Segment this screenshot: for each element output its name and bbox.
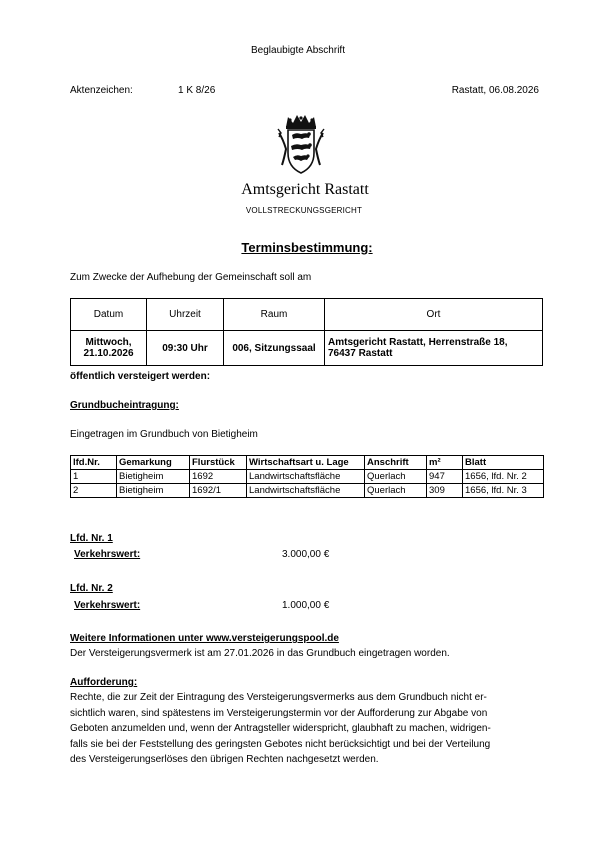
appointment-row: [71, 331, 543, 366]
cell: Landwirtschaftsfläche: [247, 470, 365, 484]
baden-wuerttemberg-coat-of-arms-icon: [276, 113, 326, 175]
col-area: m²: [427, 456, 463, 470]
col-gemarkung: Gemarkung: [117, 456, 190, 470]
appointment-place: [325, 331, 543, 366]
request-line: Rechte, die zur Zeit der Eintragung des Versteigerungsvermerks aus dem Grundbuch nicht er-: [70, 692, 487, 703]
table-row: [71, 470, 544, 484]
info-heading: Weitere Informationen unter www.versteigerungspool.de: [70, 633, 339, 644]
intro-text: Zum Zwecke der Aufhebung der Gemeinschaft soll am: [70, 272, 312, 283]
date-weekday: Mittwoch,: [85, 337, 132, 348]
cell: Bietigheim: [117, 484, 190, 498]
header-time: Uhrzeit: [147, 299, 224, 331]
header-room: Raum: [224, 299, 325, 331]
cell: Bietigheim: [117, 470, 190, 484]
table-row: [71, 484, 544, 498]
request-heading: Aufforderung:: [70, 677, 138, 688]
cell: 1656, lfd. Nr. 2: [463, 470, 544, 484]
cell: Querlach: [365, 470, 427, 484]
place-street: Amtsgericht Rastatt, Herrenstraße 18,: [328, 337, 508, 348]
request-line: sichtlich waren, sind spätestens im Versteigerungstermin vor der Aufforderung zur Abgabe von: [70, 707, 488, 719]
col-wirtschaftsart: Wirtschaftsart u. Lage: [247, 456, 365, 470]
valuation-2-value: 1.000,00 €: [282, 600, 330, 611]
cell: Landwirtschaftsfläche: [247, 484, 365, 498]
cell: 1656, lfd. Nr. 3: [463, 484, 544, 498]
request-body: [70, 690, 545, 768]
cell: Querlach: [365, 484, 427, 498]
date-value: 21.10.2026: [83, 348, 134, 359]
appointment-time: 09:30 Uhr: [147, 331, 224, 366]
valuation-1-label: Lfd. Nr. 1: [70, 533, 113, 544]
court-name: Amtsgericht Rastatt: [241, 181, 369, 198]
cell: 1692/1: [190, 484, 247, 498]
land-register-intro: Eingetragen im Grundbuch von Bietigheim: [70, 429, 258, 440]
land-register-heading: Grundbucheintragung:: [70, 400, 179, 411]
file-reference-label: Aktenzeichen:: [70, 85, 133, 96]
cell: 947: [427, 470, 463, 484]
land-register-table: [70, 455, 544, 498]
copy-note: Beglaubigte Abschrift: [251, 45, 345, 56]
file-reference-value: 1 K 8/26: [178, 85, 216, 96]
place-date: Rastatt, 06.08.2026: [451, 85, 539, 96]
info-text: Der Versteigerungsvermerk ist am 27.01.2026 in das Grundbuch eingetragen worden.: [70, 648, 450, 659]
appointment-table: [70, 298, 543, 366]
col-anschrift: Anschrift: [365, 456, 427, 470]
land-register-header-row: [71, 456, 544, 470]
col-blatt: Blatt: [463, 456, 544, 470]
auction-statement: öffentlich versteigert werden:: [70, 371, 211, 382]
cell: 1: [71, 470, 117, 484]
cell: 1692: [190, 470, 247, 484]
appointment-date: [71, 331, 147, 366]
valuation-1-value: 3.000,00 €: [282, 549, 330, 560]
document-title: Terminsbestimmung:: [241, 240, 373, 255]
request-line: falls sie bei der Feststellung des geringsten Gebotes nicht berücksichtigt und bei der Verteilung: [70, 738, 491, 750]
appointment-room: 006, Sitzungssaal: [224, 331, 325, 366]
request-line: Geboten anzumelden und, wenn der Antragsteller widerspricht, glaubhaft zu machen, widrigen-: [70, 723, 491, 734]
valuation-1-value-label: Verkehrswert:: [74, 549, 141, 560]
header-place: Ort: [325, 299, 543, 331]
place-city: 76437 Rastatt: [328, 348, 393, 359]
col-lfd-nr: lfd.Nr.: [71, 456, 117, 470]
header-date: Datum: [71, 299, 147, 331]
request-line: des Versteigerungserlöses den übrigen Rechten nachgesetzt werden.: [70, 754, 379, 765]
valuation-2-label: Lfd. Nr. 2: [70, 583, 113, 594]
valuation-2-value-label: Verkehrswert:: [74, 600, 141, 611]
cell: 2: [71, 484, 117, 498]
cell: 309: [427, 484, 463, 498]
appointment-header-row: [71, 299, 543, 331]
court-department: VOLLSTRECKUNGSGERICHT: [245, 206, 363, 215]
col-flurstueck: Flurstück: [190, 456, 247, 470]
